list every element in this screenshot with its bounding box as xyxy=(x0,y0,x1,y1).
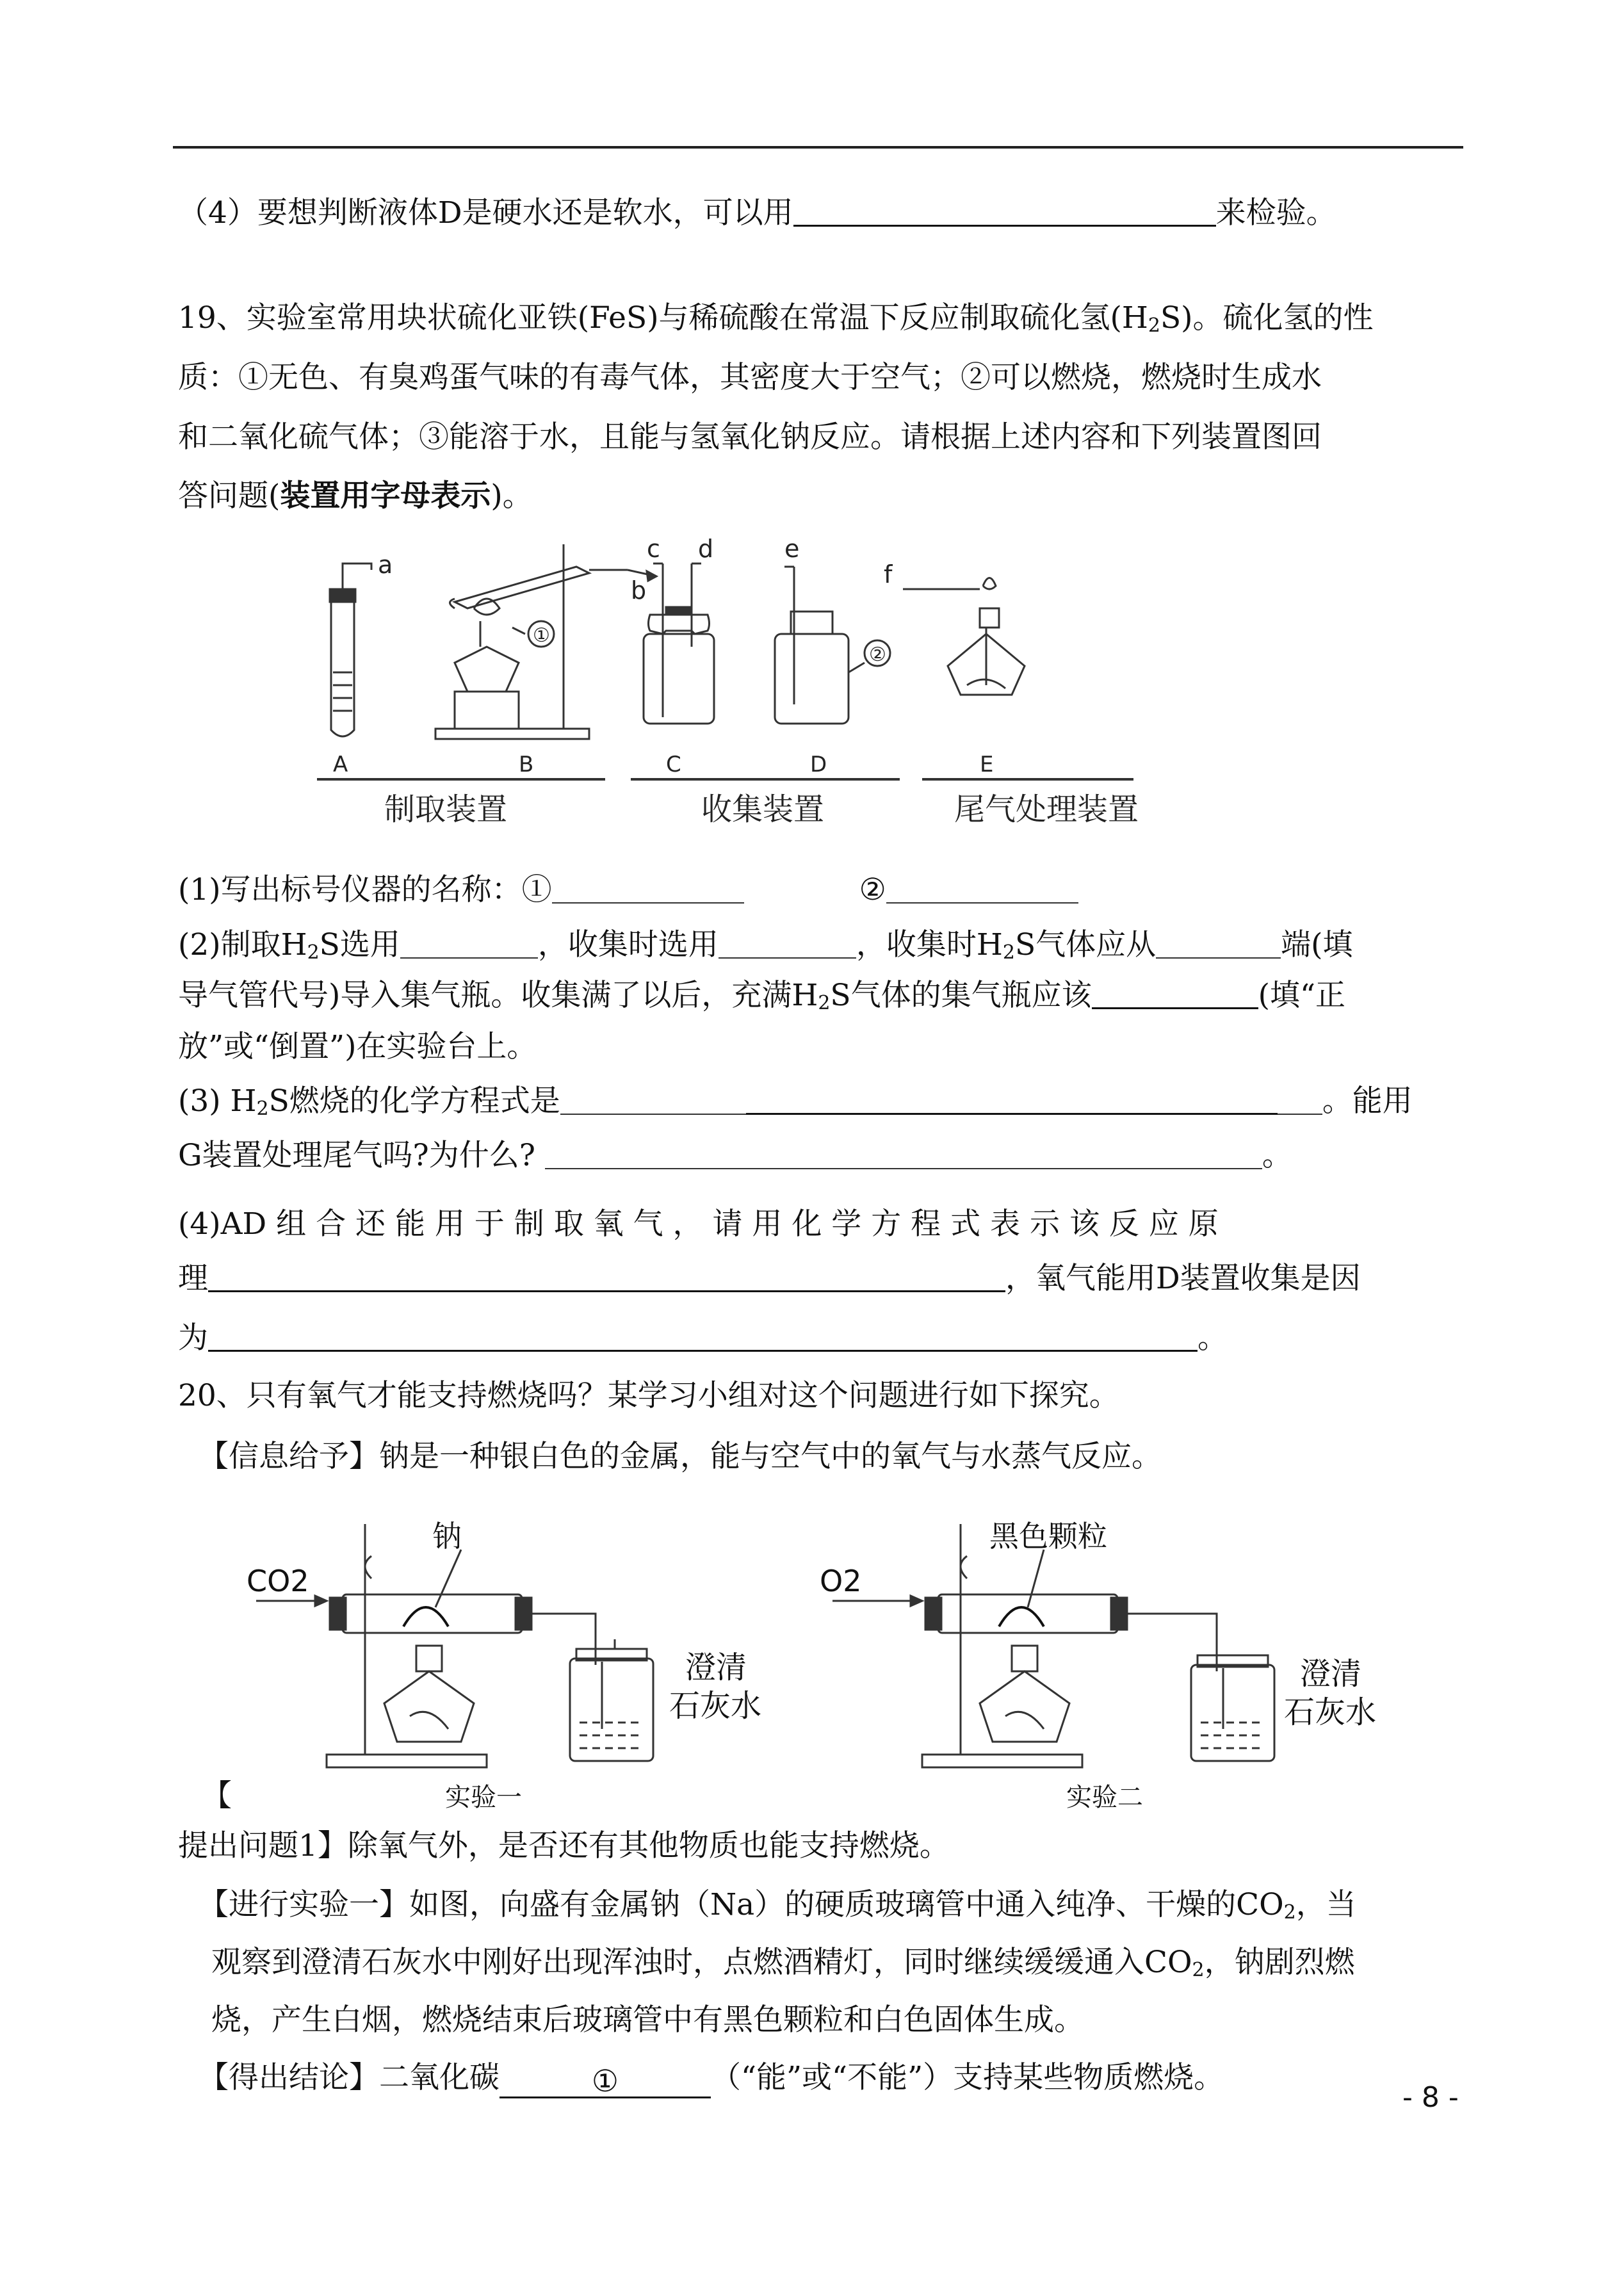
q20-title: 20、只有氧气才能支持燃烧吗？某学习小组对这个问题进行如下探究。 xyxy=(178,1378,1119,1413)
blank-instrument-1[interactable] xyxy=(552,873,744,904)
q20-experiment1-line3: 烧，产生白烟，燃烧结束后玻璃管中有黑色颗粒和白色固体生成。 xyxy=(211,2002,1084,2038)
exp2-gas-label: O2 xyxy=(820,1564,862,1598)
blank-equation-a[interactable] xyxy=(560,1084,746,1115)
apparatus-e xyxy=(903,578,1025,695)
q18-4: （4）要想判断液体D是硬水还是软水，可以用 来检验。 xyxy=(178,195,1336,231)
apparatus-c xyxy=(644,564,714,724)
exp2-bottle-label-1: 澄清 xyxy=(1300,1656,1362,1692)
exp1-sodium-label: 钠 xyxy=(432,1519,462,1553)
marker-2: ② xyxy=(869,644,886,666)
experiment-1-apparatus xyxy=(256,1524,653,1767)
exp2-caption: 实验二 xyxy=(1066,1783,1143,1812)
caption-collect: 收集装置 xyxy=(701,791,825,827)
q19-intro-line3: 和二氧化硫气体；③能溶于水，且能与氢氧化钠反应。请根据上述内容和下列装置图回 xyxy=(178,419,1322,455)
blank-prep[interactable] xyxy=(400,928,538,959)
label-e: e xyxy=(784,538,800,563)
apparatus-figure xyxy=(307,538,1332,845)
exp2-bottle-label-2: 石灰水 xyxy=(1284,1694,1377,1730)
q19-part4-line3: 为 。 xyxy=(178,1320,1228,1356)
q20-conclusion: 【得出结论】二氧化碳 ① （“能”或“不能”）支持某些物质燃烧。 xyxy=(199,2060,1224,2099)
exp1-bottle-label-1: 澄清 xyxy=(685,1650,747,1685)
q20-experiment1-line1: 【进行实验一】如图，向盛有金属钠（Na）的硬质玻璃管中通入纯净、干燥的$CO_2$，当 xyxy=(199,1887,1356,1924)
exp1-caption: 实验一 xyxy=(445,1783,522,1812)
blank-collection-reason[interactable] xyxy=(208,1320,1198,1352)
label-f: f xyxy=(884,560,893,588)
apparatus-a xyxy=(330,564,371,736)
blank-equation-b[interactable] xyxy=(746,1083,1278,1115)
q19-part3-line1: (3) $H_2S$燃烧的化学方程式是 。能用 xyxy=(178,1083,1413,1120)
blank-reason[interactable] xyxy=(545,1139,1262,1169)
answer-blank[interactable] xyxy=(793,195,1216,227)
caption-exhaust: 尾气处理装置 xyxy=(954,791,1139,827)
q19-part2-line1: (2)制取$H_2S$选用 ，收集时选用 ，收集时$H_2S$气体应从 端(填 xyxy=(178,927,1353,964)
q19-part2-line3: 放”或“倒置”)在实验台上。 xyxy=(178,1029,537,1064)
q19-part3-line2: G装置处理尾气吗?为什么? 。 xyxy=(178,1138,1292,1173)
blank-oxygen-equation[interactable] xyxy=(208,1261,1005,1292)
label-b: b xyxy=(631,576,647,604)
q20-info: 【信息给予】钠是一种银白色的金属，能与空气中的氧气与水蒸气反应。 xyxy=(199,1439,1162,1474)
q19-part4-line2: 理 ，氧气能用D装置收集是因 xyxy=(178,1261,1361,1296)
header-rule xyxy=(173,146,1463,149)
blank-collect[interactable] xyxy=(719,928,856,959)
caption-prep: 制取装置 xyxy=(384,791,508,827)
blank-conclusion[interactable]: ① xyxy=(499,2067,711,2098)
label-apparatus-b: B xyxy=(519,752,534,777)
blank-orientation[interactable] xyxy=(1092,978,1258,1009)
q19-part4-line1: (4)AD 组 合 还 能 用 于 制 取 氧 气 ， 请 用 化 学 方 程 式 表 示 该 反 应 原 xyxy=(178,1206,1219,1242)
experiment-2-apparatus xyxy=(832,1524,1274,1767)
experiment-figure xyxy=(192,1511,1441,1819)
page-number: - 8 - xyxy=(1402,2081,1459,2114)
marker-1: ① xyxy=(533,624,550,647)
exp1-bottle-label-2: 石灰水 xyxy=(669,1688,762,1724)
q20-experiment1-line2: 观察到澄清石灰水中刚好出现浑浊时，点燃酒精灯，同时继续缓缓通入$CO_2$，钠剧烈燃 xyxy=(211,1945,1355,1981)
blank-instrument-2[interactable] xyxy=(886,873,1078,904)
blank-equation-c[interactable] xyxy=(1278,1084,1322,1115)
q19-part1: (1)写出标号仪器的名称：① ② xyxy=(178,871,1078,909)
label-d: d xyxy=(698,538,714,563)
bracket-open: 【 xyxy=(202,1778,232,1813)
q19-intro-line4: 答问题(装置用字母表示)。 xyxy=(178,478,533,514)
label-apparatus-e: E xyxy=(980,752,994,777)
q19-intro-line1: 19、实验室常用块状硫化亚铁(FeS)与稀硫酸在常温下反应制取硫化氢$(H_2S)$。硫化氢的性 xyxy=(178,300,1374,337)
label-apparatus-a: A xyxy=(333,752,348,777)
exp2-particles-label: 黑色颗粒 xyxy=(989,1519,1107,1553)
exp1-gas-label: CO2 xyxy=(247,1564,309,1598)
label-a: a xyxy=(378,551,393,579)
q20-question1: 提出问题1】除氧气外，是否还有其他物质也能支持燃烧。 xyxy=(178,1828,950,1863)
label-c: c xyxy=(647,538,660,563)
q19-intro-line2: 质：①无色、有臭鸡蛋气味的有毒气体，其密度大于空气；②可以燃烧，燃烧时生成水 xyxy=(178,360,1322,395)
label-apparatus-d: D xyxy=(810,752,827,777)
q19-part2-line2: 导气管代号)导入集气瓶。收集满了以后，充满$H_2S$气体的集气瓶应该 (填“正 xyxy=(178,978,1345,1014)
label-apparatus-c: C xyxy=(666,752,681,777)
blank-tube-end[interactable] xyxy=(1156,928,1281,959)
